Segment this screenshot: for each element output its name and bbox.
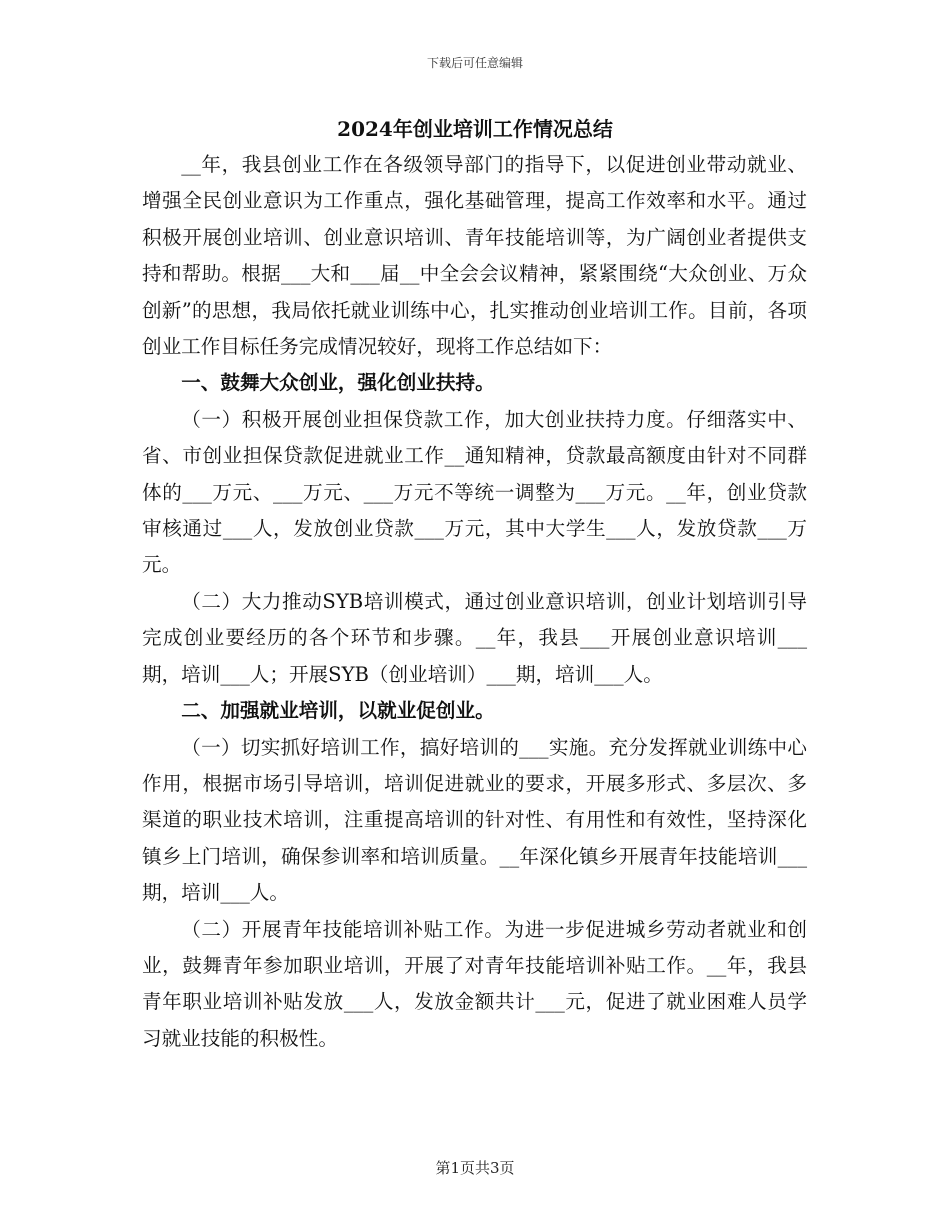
section-heading-2: 二、加强就业培训，以就业促创业。: [181, 699, 495, 723]
intro-paragraph: __年，我县创业工作在各级领导部门的指导下，以促进创业带动就业、增强全民创业意识为工作重点，强化基础管理，提高工作效率和水平。通过积极开展创业培训、创业意识培训、青年技能培训等，为广阔创业者提供支持和帮助。根据___大和___届__中全会会议精神，紧紧围绕“大众创业、万众创新”的思想，我局依托就业训练中心，扎实推动创业培训工作。目前，各项创业工作目标任务完成情况较好，现将工作总结如下：: [142, 153, 807, 359]
section-2-paragraph-2: （二）开展青年技能培训补贴工作。为进一步促进城乡劳动者就业和创业，鼓舞青年参加职业培训，开展了对青年技能培训补贴工作。__年，我县青年职业培训补贴发放___人，发放金额共计___元，促进了就业困难人员学习就业技能的积极性。: [142, 917, 807, 1050]
section-2-paragraph-1: （一）切实抓好培训工作，搞好培训的___实施。充分发挥就业训练中心作用，根据市场引导培训，培训促进就业的要求，开展多形式、多层次、多渠道的职业技术培训，注重提高培训的针对性、有用性和有效性，坚持深化镇乡上门培训，确保参训率和培训质量。__年深化镇乡开展青年技能培训___期，培训___人。: [142, 735, 807, 905]
section-1-paragraph-1: （一）积极开展创业担保贷款工作，加大创业扶持力度。仔细落实中、省、市创业担保贷款促进就业工作__通知精神，贷款最高额度由针对不同群体的___万元、___万元、___万元不等统一调整为___万元。__年，创业贷款审核通过___人，发放创业贷款___万元，其中大学生___人，发放贷款___万元。: [142, 407, 807, 577]
header-note: 下载后可任意编辑: [426, 56, 523, 70]
section-1-paragraph-2: （二）大力推动SYB培训模式，通过创业意识培训，创业计划培训引导完成创业要经历的各个环节和步骤。__年，我县___开展创业意识培训___期，培训___人；开展SYB（创业培训）___期，培训___人。: [142, 589, 807, 686]
document-title: 2024年创业培训工作情况总结: [337, 117, 613, 141]
page-footer: 第1页共3页: [435, 1159, 515, 1177]
section-heading-1: 一、鼓舞大众创业，强化创业扶持。: [181, 371, 495, 395]
document-body: [142, 147, 807, 1057]
